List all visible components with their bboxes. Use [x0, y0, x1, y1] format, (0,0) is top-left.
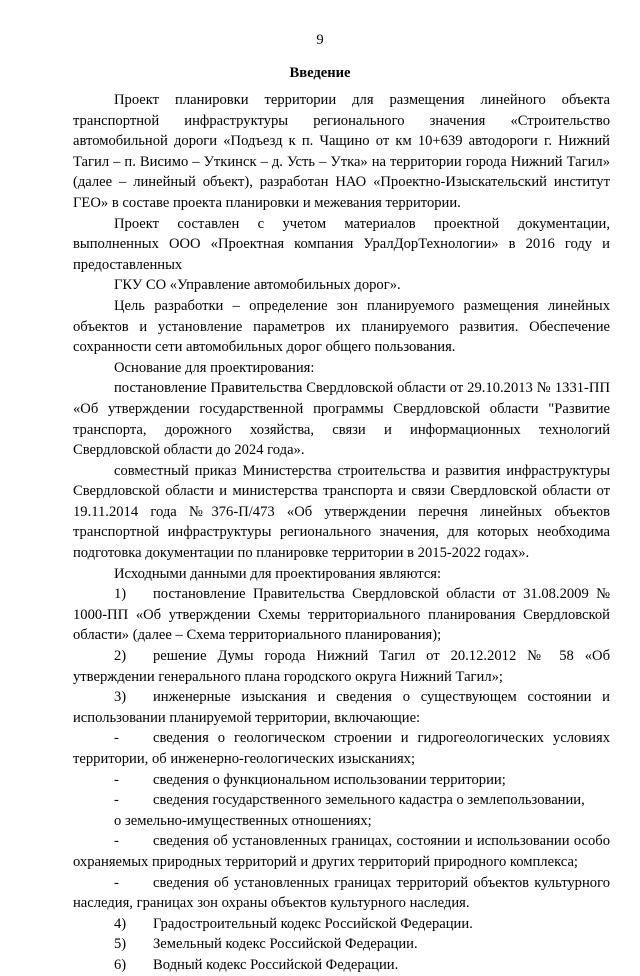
list-marker: 6)	[114, 956, 127, 973]
paragraph-basis-heading: Основание для проектирования:	[114, 359, 315, 376]
list-item-text: Градостроительный кодекс Российской Федерации.	[153, 915, 473, 932]
sublist-item-text: сведения об установленных границах территорий объектов культурного наследия, границах зон охраны объектов культурного наследия.	[73, 874, 610, 912]
sublist-item-continuation: о земельно-имущественных отношениях;	[114, 812, 372, 829]
sublist-marker: -	[114, 730, 119, 747]
page-number: 9	[316, 32, 324, 48]
list-item-text: Земельный кодекс Российской Федерации.	[153, 936, 418, 953]
sublist-item-text: сведения о геологическом строении и гидрогеологических условиях территории, об инженерно-геологических изысканиях;	[73, 730, 610, 767]
sublist-item-text: сведения государственного земельного кадастра о землепользовании,	[153, 792, 585, 809]
sublist-item-text: сведения о функциональном использовании территории;	[153, 771, 506, 788]
paragraph-joint-order: совместный приказ Министерства строительства и развития инфраструктуры Свердловской области и министерства транспорта и связи Свердловской области от 19.11.2014 года №376-П/473 «Об утверждении перечня линейных объектов транспортной инфраструктуры регионального значения, для которых необходима подготовка документации по планировке территории в 2015-2022 годах».	[73, 462, 610, 562]
section-title: Введение	[289, 65, 351, 81]
list-marker: 2)	[114, 648, 127, 665]
sublist-item	[73, 831, 610, 872]
list-item	[73, 914, 610, 935]
list-item	[73, 584, 610, 646]
list-item-text: инженерные изыскания и сведения о существующем состоянии и использовании планируемой территории, включающие:	[73, 689, 610, 726]
list-marker: 5)	[114, 936, 127, 953]
list-item-text: постановление Правительства Свердловской области от 31.08.2009 № 1000-ПП «Об утверждении Схемы территориального планирования Свердловской области» (далее – Схема территориального планирования);	[73, 586, 610, 644]
paragraph-source-materials: Проект составлен с учетом материалов проектной документации, выполненных ООО «Проектная компания УралДорТехнологии» в 2016 году и предоставленных	[73, 215, 610, 273]
sublist-marker: -	[114, 771, 119, 788]
list-item-text: Водный кодекс Российской Федерации.	[153, 956, 399, 973]
sublist-item	[73, 873, 610, 914]
list-item	[73, 646, 610, 687]
sublist-item	[73, 770, 610, 791]
sublist-item	[73, 790, 610, 811]
list-item	[73, 934, 610, 955]
paragraph-provider: ГКУ СО «Управление автомобильных дорог».	[114, 277, 401, 294]
sublist-item-text: сведения об установленных границах, состоянии и использовании особо охраняемых природных территорий и других территорий природного комплекса;	[73, 833, 610, 870]
list-item	[73, 955, 610, 976]
list-marker: 4)	[114, 915, 127, 932]
sublist-marker: -	[114, 792, 119, 809]
sublist-item	[73, 728, 610, 769]
sublist-marker: -	[114, 833, 119, 850]
list-item-text: решение Думы города Нижний Тагил от 20.12.2012 № 58 «Об утверждении генерального плана городского округа Нижний Тагил»;	[73, 648, 610, 685]
paragraph-goal: Цель разработки – определение зон планируемого размещения линейных объектов и установление параметров их планируемого развития. Обеспечение сохранности сети автомобильных дорог общего пользования.	[73, 297, 610, 356]
paragraph-project-description: Проект планировки территории для размещения линейного объекта транспортной инфраструктуры регионального значения «Строительство автомобильной дороги «Подъезд к п. Чащино от км 10+639 автодороги г. Нижний Тагил – п. Висимо – Уткинск – д. Усть – Утка» на территории города Нижний Тагил» (далее – линейный объект), разработан НАО «Проектно-Изыскательский институт ГЕО» в составе проекта планировки и межевания территории.	[73, 92, 610, 211]
list-marker: 3)	[114, 689, 127, 706]
sublist-marker: -	[114, 874, 119, 891]
list-item	[73, 687, 610, 728]
list-marker: 1)	[114, 586, 127, 603]
paragraph-source-data-heading: Исходными данными для проектирования являются:	[114, 565, 442, 582]
document-body	[73, 90, 610, 976]
paragraph-government-decree: постановление Правительства Свердловской области от 29.10.2013 № 1331-ПП «Об утверждении государственной программы Свердловской области "Развитие транспорта, дорожного хозяйства, связи и информационных технологий Свердловской области до 2024 года».	[73, 380, 610, 459]
